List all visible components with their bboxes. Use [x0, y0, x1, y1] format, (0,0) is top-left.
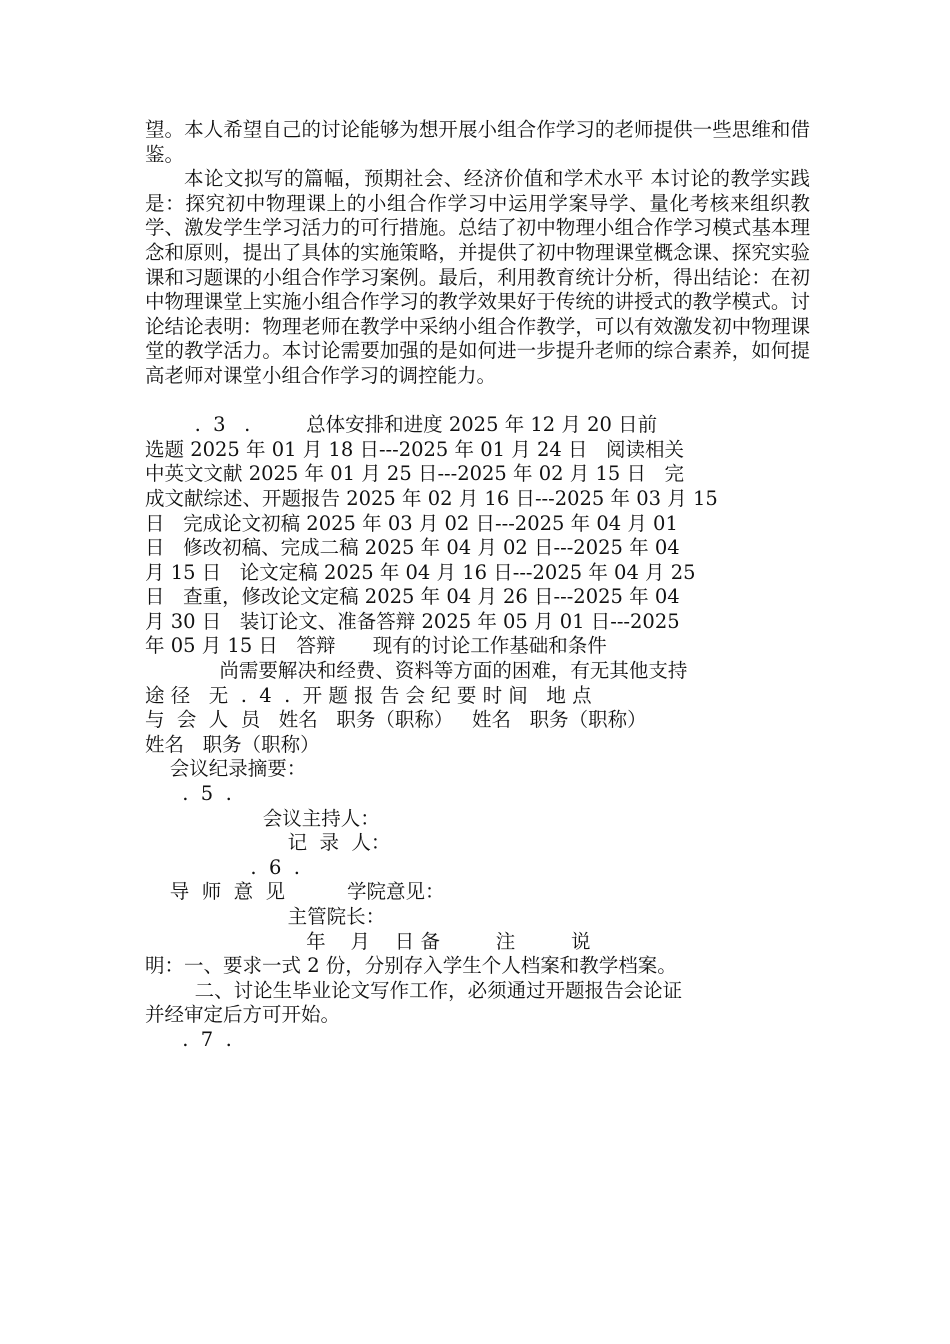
problems-block	[145, 659, 810, 757]
schedule-line: 年 05 月 15 日 答辩 现有的讨论工作基础和条件	[145, 634, 607, 658]
problems-line: 途 径 无 . 4 . 开 题 报 告 会 纪 要 时 间 地 点	[145, 683, 592, 707]
schedule-line: 选题 2025 年 01 月 18 日---2025 年 01 月 24 日 阅读相关	[145, 437, 685, 461]
section-number-6: . 6 .	[145, 855, 300, 879]
meeting-block	[145, 757, 810, 954]
schedule-line: . 3 . 总体安排和进度 2025 年 12 月 20 日前	[145, 413, 658, 437]
opinions-label: 导 师 意 见 学院意见：	[145, 880, 445, 904]
attendees-line: 姓名 职务（职称）	[145, 732, 320, 756]
schedule-line: 日 查重，修改论文定稿 2025 年 04 月 26 日---2025 年 04	[145, 585, 680, 609]
date-note-line: 年 月 日 备 注 说	[145, 929, 591, 953]
schedule-line: 成文献综述、开题报告 2025 年 02 月 16 日---2025 年 03 月 15	[145, 486, 718, 510]
recorder-label: 记 录 人：	[145, 831, 391, 855]
intro-paragraph-2: 本论文拟写的篇幅，预期社会、经济价值和学术水平 本讨论的教学实践是：探究初中物理课上的小组合作学习中运用学案导学、量化考核来组织教学、激发学生学习活力的可行措施。总结了初中物理小组合作学习模式基本理念和原则，提出了具体的实施策略，并提供了初中物理课堂概念课、探究实验课和习题课的小组合作学习案例。最后，利用教育统计分析，得出结论：在初中物理课堂上实施小组合作学习的教学效果好于传统的讲授式的教学模式。讨论结论表明：物理老师在教学中采纳小组合作教学，可以有效激发初中物理课堂的教学活力。本讨论需要加强的是如何进一步提升老师的综合素养，如何提高老师对课堂小组合作学习的调控能力。	[145, 167, 810, 387]
note-line: 二、讨论生毕业论文写作工作，必须通过开题报告会论证	[145, 978, 683, 1002]
problems-line: 尚需要解决和经费、资料等方面的困难，有无其他支持	[145, 659, 688, 683]
schedule-line: 月 15 日 论文定稿 2025 年 04 月 16 日---2025 年 04 月 25	[145, 560, 696, 584]
schedule-line: 日 完成论文初稿 2025 年 03 月 02 日---2025 年 04 月 01	[145, 511, 678, 535]
schedule-line: 中英文文献 2025 年 01 月 25 日---2025 年 02 月 15 日 完	[145, 462, 685, 486]
meeting-host-label: 会议主持人：	[145, 806, 380, 830]
meeting-summary-label: 会议纪录摘要：	[145, 757, 307, 781]
intro-paragraph-1: 望。本人希望自己的讨论能够为想开展小组合作学习的老师提供一些思维和借鉴。	[145, 118, 810, 166]
note-line: 明：一、要求一式 2 份，分别存入学生个人档案和教学档案。	[145, 954, 677, 978]
dean-label: 主管院长：	[145, 905, 386, 928]
schedule-line: 月 30 日 装订论文、准备答辩 2025 年 05 月 01 日---2025	[145, 609, 680, 633]
document-page	[145, 118, 810, 1053]
note-line: 并经审定后方可开始。	[145, 1003, 341, 1027]
schedule-line: 日 修改初稿、完成二稿 2025 年 04 月 02 日---2025 年 04	[145, 536, 680, 560]
attendees-line: 与 会 人 员 姓名 职务（职称） 姓名 职务（职称）	[145, 708, 647, 732]
blank-line	[145, 389, 810, 414]
section-number-7: . 7 .	[145, 1027, 232, 1051]
schedule-block	[145, 413, 810, 659]
notes-block	[145, 954, 810, 1052]
section-number-5: . 5 .	[145, 782, 232, 806]
